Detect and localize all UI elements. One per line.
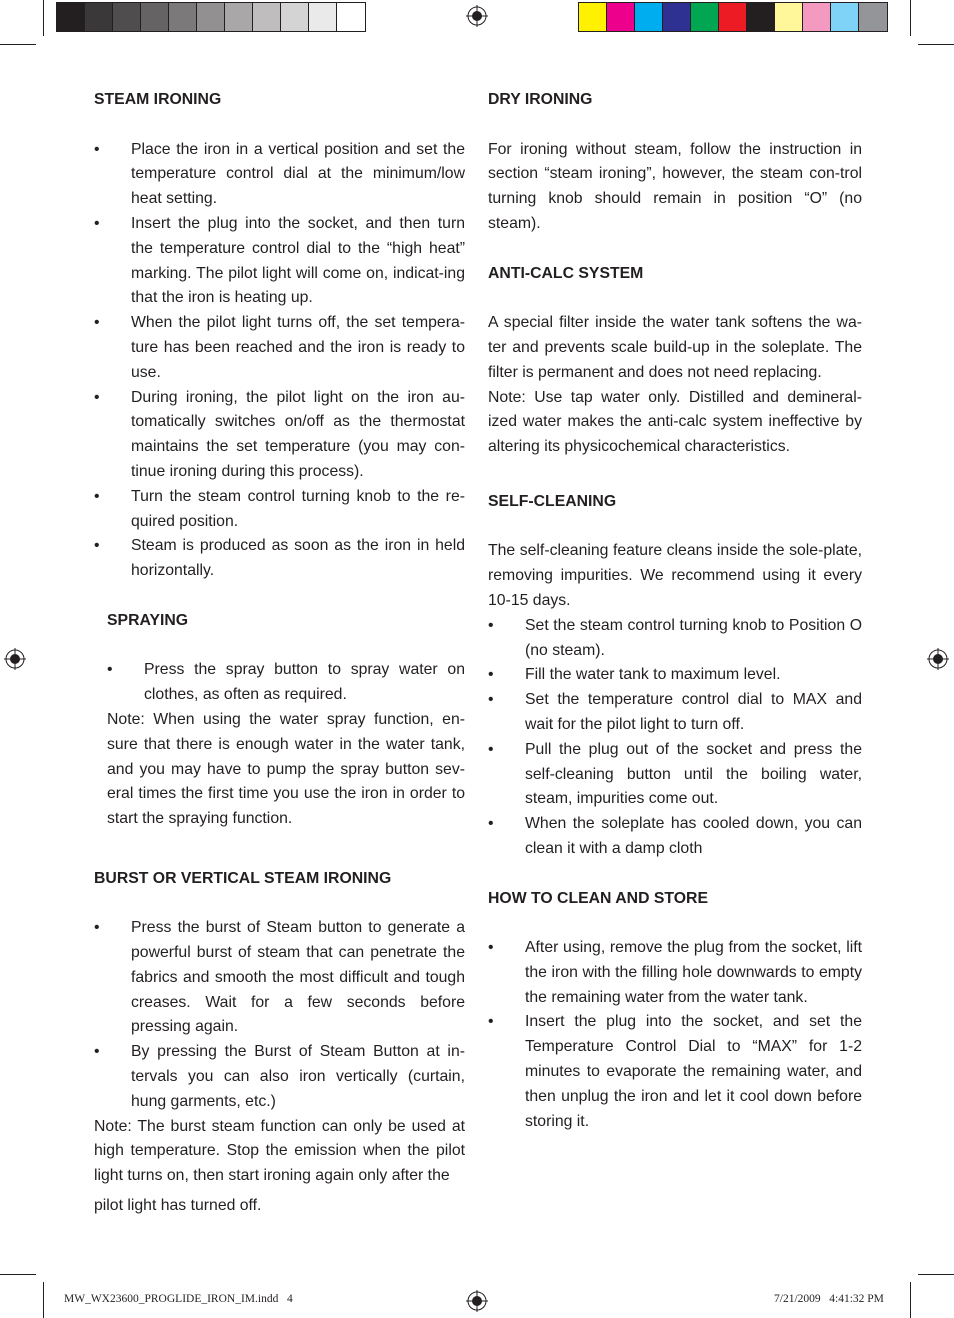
footer-timestamp: 7/21/2009 4:41:32 PM (774, 1293, 884, 1305)
list-item (94, 212, 465, 311)
list-item-text: Turn the steam control turning knob to the re-quired position. (131, 487, 465, 530)
color-swatch (803, 3, 831, 31)
bullet-icon: • (94, 214, 100, 232)
bullet-icon: • (488, 815, 494, 833)
color-swatch (169, 3, 197, 31)
color-swatch (579, 3, 607, 31)
list-item (94, 311, 465, 385)
bullet-list (488, 936, 862, 1134)
bullet-list (94, 138, 465, 584)
list-item (488, 936, 862, 1010)
section-title: SELF-CLEANING (488, 492, 617, 510)
bullet-icon: • (94, 140, 100, 158)
list-item-text: By pressing the Burst of Steam Button at in-tervals you can also iron vertically (curtain, hung garments, etc.) (131, 1043, 465, 1110)
crop-mark (910, 0, 911, 36)
color-swatch (691, 3, 719, 31)
registration-mark-icon (466, 5, 488, 27)
bullet-list (488, 614, 862, 862)
right-column (488, 88, 862, 1134)
list-item (488, 1010, 862, 1134)
bullet-icon: • (488, 740, 494, 758)
color-swatch (747, 3, 775, 31)
note-paragraph: Note: When using the water spray function, en-sure that there is enough water in the water tank, and you may have to pump the spray button sev-eral times the first time you use the iron in order to start the spraying function. (107, 710, 465, 828)
list-item (488, 663, 862, 688)
list-item-text: Fill the water tank to maximum level. (525, 666, 781, 684)
registration-mark-icon (4, 648, 26, 670)
bullet-icon: • (94, 314, 100, 332)
section-title: SPRAYING (107, 611, 189, 629)
list-item (94, 534, 465, 584)
section-title: ANTI-CALC SYSTEM (488, 264, 644, 282)
color-swatch (719, 3, 747, 31)
bullet-icon: • (488, 1013, 494, 1031)
left-column (94, 88, 465, 1219)
gray-calibration-bar (56, 2, 366, 32)
list-item (94, 485, 465, 535)
list-item-text: Steam is produced as soon as the iron in held horizontally. (131, 537, 465, 580)
bullet-icon: • (488, 666, 494, 684)
list-item (94, 1040, 465, 1114)
color-swatch (141, 3, 169, 31)
note-paragraph: Note: Use tap water only. Distilled and demineral-ized water makes the anti-calc system ineffective by altering its physicochemical characteristics. (488, 388, 862, 456)
registration-mark-icon (466, 1290, 488, 1312)
color-swatch (859, 3, 887, 31)
bullet-icon: • (94, 919, 100, 937)
registration-mark-icon (927, 648, 949, 670)
crop-mark (0, 44, 36, 45)
color-swatch (57, 3, 85, 31)
list-item (488, 688, 862, 738)
paragraph: For ironing without steam, follow the instruction in section “steam ironing”, however, the steam con-trol turning knob should remain in position “O” (no steam). (488, 140, 862, 232)
bullet-list (94, 916, 465, 1114)
crop-mark (43, 1282, 44, 1318)
crop-mark (910, 1282, 911, 1318)
bullet-list (107, 658, 465, 708)
list-item (107, 658, 465, 708)
crop-mark (0, 1274, 36, 1275)
color-swatch (253, 3, 281, 31)
crop-mark (918, 1274, 954, 1275)
bullet-icon: • (94, 537, 100, 555)
color-swatch (281, 3, 309, 31)
color-swatch (607, 3, 635, 31)
note-paragraph: Note: The burst steam function can only be used at high temperature. Stop the emission when the pilot light turns on, then start ironing again only after the (94, 1117, 465, 1185)
section-title: HOW TO CLEAN AND STORE (488, 889, 708, 907)
list-item (94, 916, 465, 1040)
color-swatch (635, 3, 663, 31)
bullet-icon: • (94, 388, 100, 406)
list-item (94, 138, 465, 212)
paragraph: A special filter inside the water tank softens the wa-ter and prevents scale build-up in the soleplate. The filter is permanent and does not need replacing. (488, 314, 862, 381)
list-item-text: When the pilot light turns off, the set tempera-ture has been reached and the iron is ready to use. (131, 314, 465, 381)
list-item-text: Set the temperature control dial to MAX and wait for the pilot light to turn off. (525, 691, 862, 733)
bullet-icon: • (488, 616, 494, 634)
clean-store-section (488, 887, 862, 1135)
color-swatch (225, 3, 253, 31)
list-item-text: Press the burst of Steam button to generate a powerful burst of steam that can penetrate the fabrics and smooth the most difficult and tough creases. Wait for a few seconds before pressing again. (131, 919, 465, 1036)
crop-mark (918, 44, 954, 45)
burst-steam-section (94, 867, 465, 1219)
anti-calc-section (488, 262, 862, 460)
bullet-icon: • (488, 939, 494, 957)
bullet-icon: • (94, 1043, 100, 1061)
bullet-icon: • (488, 691, 494, 709)
color-swatch (663, 3, 691, 31)
list-item-text: After using, remove the plug from the socket, lift the iron with the filling hole downwards to empty the remaining water from the water tank. (525, 939, 862, 1006)
self-cleaning-section (488, 490, 862, 862)
list-item-text: When the soleplate has cooled down, you can clean it with a damp cloth (525, 815, 862, 857)
list-item-text: Pull the plug out of the socket and press the self-cleaning button until the boiling water, steam, impurities come out. (525, 740, 862, 808)
color-swatch (85, 3, 113, 31)
list-item (94, 386, 465, 485)
section-title: DRY IRONING (488, 91, 593, 108)
steam-ironing-section (94, 88, 465, 584)
color-swatch (197, 3, 225, 31)
note-paragraph-end: pilot light has turned off. (94, 1197, 262, 1215)
section-title: BURST OR VERTICAL STEAM IRONING (94, 869, 392, 887)
list-item-text: Place the iron in a vertical position and set the temperature control dial at the minimum/low heat setting. (131, 140, 465, 208)
footer-filename: MW_WX23600_PROGLIDE_IRON_IM.indd 4 (64, 1293, 293, 1305)
paragraph: The self-cleaning feature cleans inside the sole-plate, removing impurities. We recommend using it every 10-15 days. (488, 542, 862, 609)
dry-ironing-section (488, 88, 862, 237)
list-item (488, 812, 862, 862)
bullet-icon: • (107, 661, 113, 679)
color-calibration-bar (578, 2, 888, 32)
color-swatch (309, 3, 337, 31)
spraying-section (94, 609, 465, 832)
list-item-text: Set the steam control turning knob to Position O (no steam). (525, 616, 862, 659)
color-swatch (113, 3, 141, 31)
color-swatch (775, 3, 803, 31)
crop-mark (43, 0, 44, 36)
list-item (488, 614, 862, 664)
list-item-text: During ironing, the pilot light on the iron au-tomatically switches on/off as the thermostat maintains the set temperature (you may con-tinue ironing during this process). (131, 388, 465, 480)
list-item-text: Insert the plug into the socket, and set the Temperature Control Dial to “MAX” for 1-2 minutes to evaporate the remaining water, and then unplug the iron and let it cool down before storing it. (525, 1013, 862, 1130)
list-item (488, 738, 862, 812)
list-item-text: Press the spray button to spray water on clothes, as often as required. (144, 661, 465, 704)
section-title: STEAM IRONING (94, 91, 222, 108)
bullet-icon: • (94, 487, 100, 505)
color-swatch (337, 3, 365, 31)
list-item-text: Insert the plug into the socket, and then turn the temperature control dial to the “high heat” marking. The pilot light will come on, indicat-ing that the iron is heating up. (131, 214, 465, 307)
color-swatch (831, 3, 859, 31)
